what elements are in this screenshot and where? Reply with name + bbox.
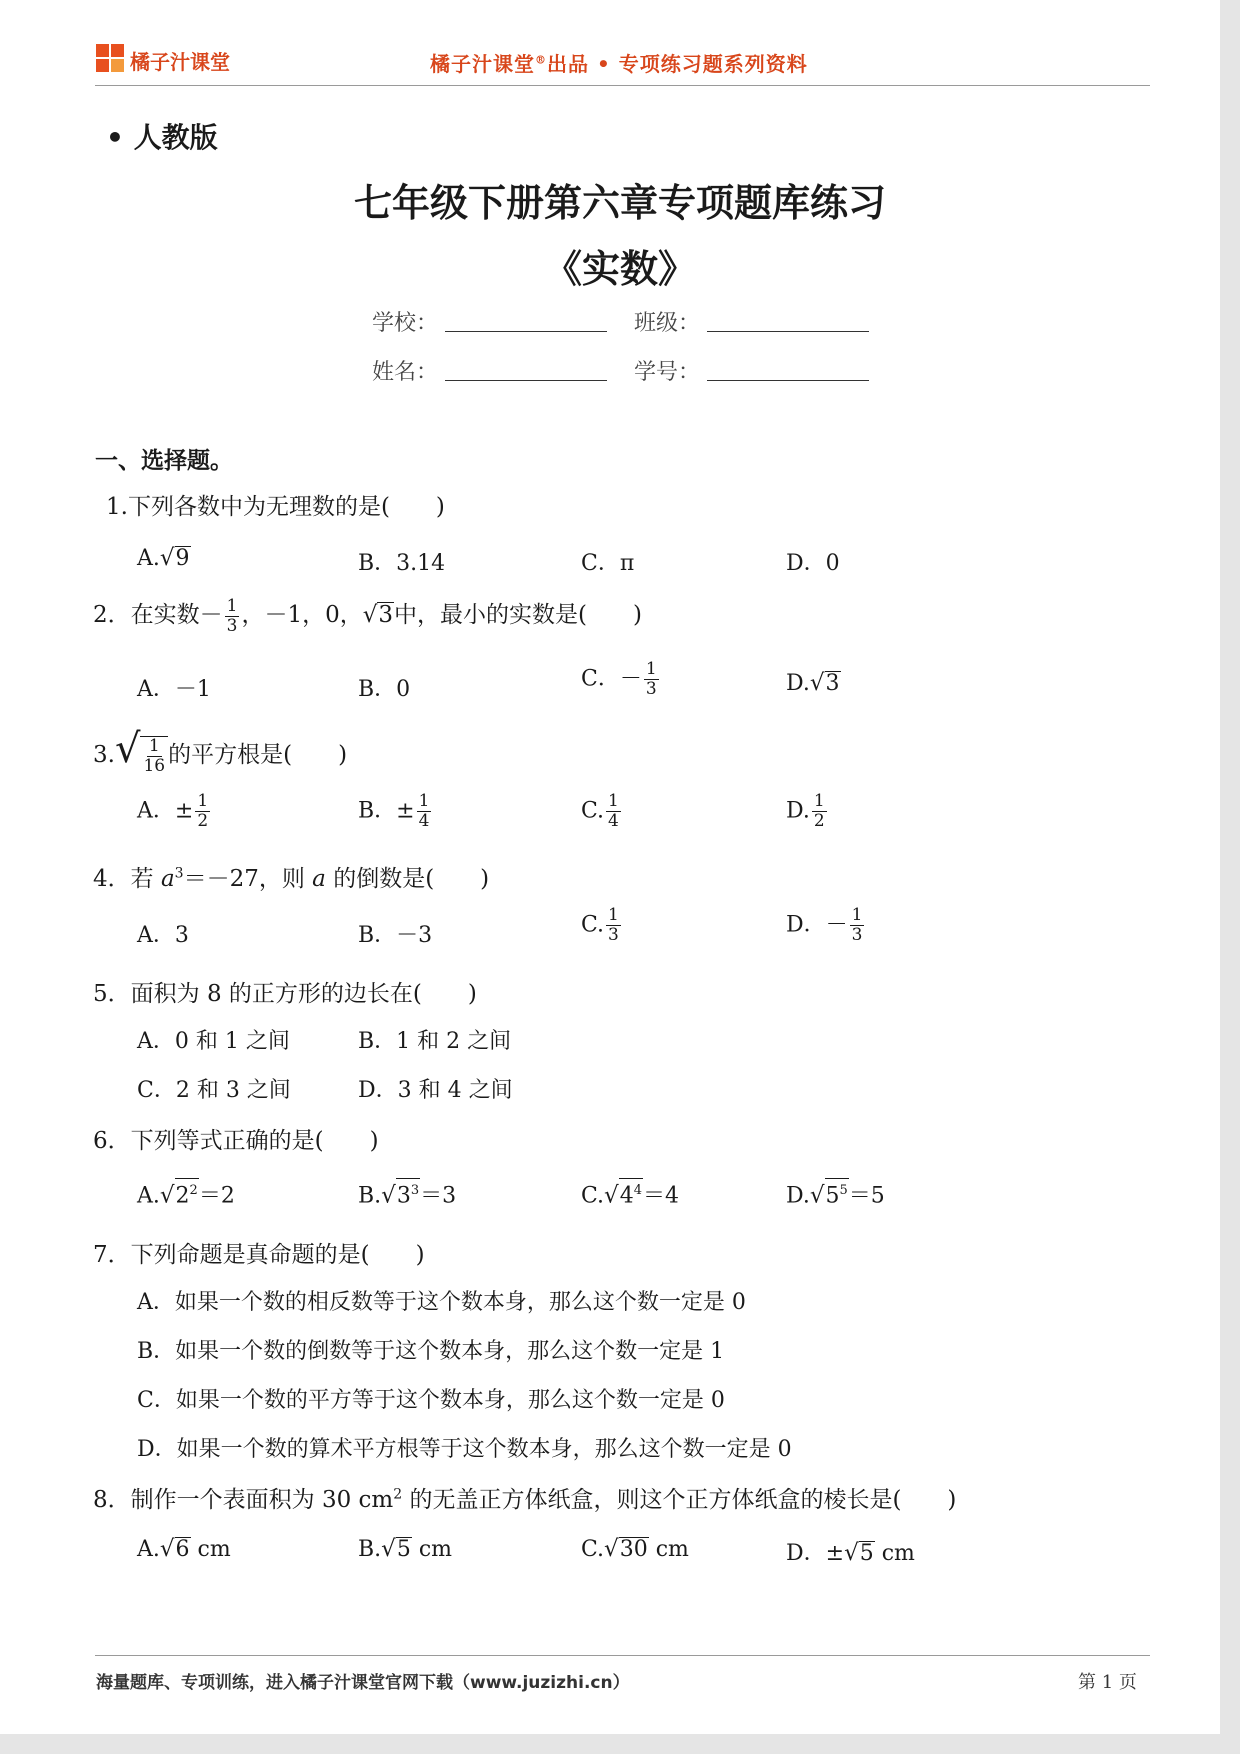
question-4-stem: 4．若 $a^3=-27$，则 a 的倒数是( ): [93, 865, 490, 892]
question-7-stem: 7．下列命题是真命题的是( ): [93, 1242, 425, 1268]
q2-option-d: D.√3: [786, 670, 840, 696]
q8-option-a: A.√6 cm: [137, 1536, 231, 1562]
name-label: 姓名：: [372, 360, 439, 385]
question-6-stem: 6．下列等式正确的是( ): [93, 1128, 379, 1154]
q1-option-a: A.√9: [137, 545, 190, 571]
question-8-stem: 8．制作一个表面积为 30 $cm^2$ 的无盖正方体纸盒，则这个正方体纸盒的棱长是( ): [93, 1486, 957, 1513]
student-id-label: 学号：: [634, 360, 701, 385]
q7-option-d: D．如果一个数的算术平方根等于这个数本身，那么这个数一定是 0: [137, 1437, 792, 1462]
orange-logo-icon: [96, 44, 126, 74]
page-edge-right: [1220, 0, 1240, 1754]
q7-option-b: B．如果一个数的倒数等于这个数本身，那么这个数一定是 1: [137, 1339, 725, 1364]
q6-option-c: $C.√4^4=4$: [581, 1178, 679, 1209]
page-edge-bottom: [0, 1734, 1240, 1754]
question-3-stem: 3.√ $\frac{1}{16}$ 的平方根是( ): [93, 726, 348, 776]
question-2-stem: 2．在实数－ $\frac{1}{3}$ ，－1，0，√3中，最小的实数是( ): [93, 595, 642, 636]
class-label: 班级：: [634, 311, 701, 336]
class-field[interactable]: [707, 331, 869, 332]
q1-option-c: C．π: [581, 551, 635, 576]
edition-label: • 人教版: [106, 121, 218, 154]
q4-option-b: B．－3: [358, 923, 433, 948]
question-5-stem: 5．面积为 8 的正方形的边长在( ): [93, 981, 477, 1007]
footer-divider: [95, 1655, 1150, 1656]
header-title: 橘子汁课堂®出品 • 专项练习题系列资料: [430, 52, 808, 76]
q3-option-c: C. $\frac{1}{4}$: [581, 791, 619, 831]
q1-option-d: D．0: [786, 551, 840, 576]
q8-option-c: C.√30 cm: [581, 1536, 689, 1562]
q8-option-d: D．±√5 cm: [786, 1540, 915, 1566]
q6-option-d: $D.√5^5=5$: [786, 1178, 885, 1209]
q5-option-d: D．3 和 4 之间: [358, 1078, 513, 1103]
q2-option-c: C．－ $\frac{1}{3}$: [581, 659, 657, 699]
header-divider: [95, 85, 1150, 86]
page-title: 七年级下册第六章专项题库练习: [353, 180, 886, 225]
q7-option-a: A．如果一个数的相反数等于这个数本身，那么这个数一定是 0: [137, 1290, 746, 1315]
school-label: 学校：: [372, 311, 439, 336]
student-id-field[interactable]: [707, 380, 869, 381]
q3-option-d: D. $\frac{1}{2}$: [786, 791, 825, 831]
q4-option-c: C. $\frac{1}{3}$: [581, 905, 619, 945]
q2-option-a: A．－1: [137, 677, 211, 702]
q3-option-b: B．± $\frac{1}{4}$: [358, 791, 430, 831]
q3-option-a: A．± $\frac{1}{2}$: [137, 791, 209, 831]
q4-option-a: A．3: [137, 923, 189, 948]
page-number: 第 1 页: [1078, 1672, 1137, 1693]
q1-option-b: B．3.14: [358, 551, 446, 576]
q5-option-b: B．1 和 2 之间: [358, 1029, 512, 1054]
name-field[interactable]: [445, 380, 607, 381]
page-subtitle: 《实数》: [543, 246, 696, 291]
q7-option-c: C．如果一个数的平方等于这个数本身，那么这个数一定是 0: [137, 1388, 725, 1413]
q4-option-d: D．－ $\frac{1}{3}$: [786, 905, 863, 945]
section-title: 一、选择题。: [95, 448, 233, 474]
question-1-stem: 1.下列各数中为无理数的是( ): [106, 494, 445, 520]
footer-promo: 海量题库、专项训练，进入橘子汁课堂官网下载（www.juzizhi.cn）: [96, 1673, 630, 1693]
q6-option-a: $A.√2^2=2$: [137, 1178, 235, 1209]
school-field[interactable]: [445, 331, 607, 332]
q6-option-b: $B.√3^3=3$: [358, 1178, 456, 1209]
q5-option-a: A．0 和 1 之间: [137, 1029, 290, 1054]
q5-option-c: C．2 和 3 之间: [137, 1078, 291, 1103]
q2-option-b: B．0: [358, 677, 411, 702]
q8-option-b: B.√5 cm: [358, 1536, 453, 1562]
brand-name: 橘子汁课堂: [130, 50, 230, 74]
